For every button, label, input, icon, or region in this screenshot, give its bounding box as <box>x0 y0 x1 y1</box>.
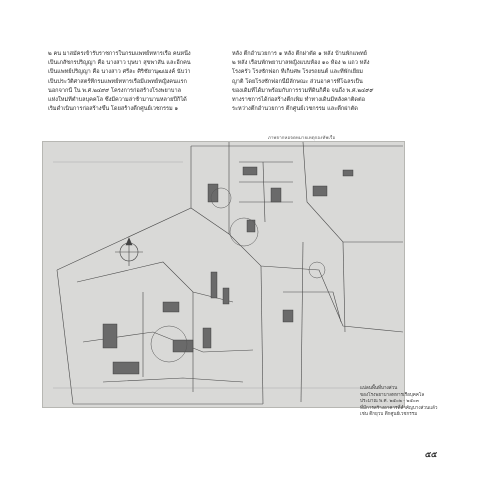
figure-caption <box>360 386 440 419</box>
text-line: ทางราชการได้ก่อสร้างตึกเพิ่ม ทำทางเดินมีหลังคาติดต่อ <box>232 97 366 104</box>
site-plan-image <box>42 141 405 408</box>
text-line: แห่งใหม่ที่ตำบลบุคคโล ซึ่งมีความล่าช้ามานานหลายปีก็ได้ <box>48 97 187 104</box>
north-arrow-icon <box>115 238 143 266</box>
text-line: เป็นแพทย์ปริญญา คือ นางสาว ศรีละ ศิริชัยานุฒเมงค์ นับว่า <box>48 69 191 76</box>
caption-line: ของโรงพยาบาลทหารเรือบุคคโล <box>360 392 425 398</box>
site-plan-drawing <box>43 142 404 407</box>
text-line: ๒ หลัง เรือนพักพยาบาลหญิงแบบห้อง ๑๐ ห้อง ๒ แถว หลัง <box>232 60 370 67</box>
image-source-credit: ภาพจากหอจดหมายเหตุกองทัพเรือ <box>268 136 336 141</box>
text-line: ญาติ โดยโรงซักฟอกนี้มีลักษณะ ส่วนอาคารที่โฉลรเป็น <box>232 78 363 85</box>
caption-line: แปลนพื้นที่บางส่วน <box>360 386 398 391</box>
caption-line: เช่น ตึกยุวบ ตึกศูนย์เวชกรรม <box>360 412 418 418</box>
caption-line: ที่มีการสร้างอาคารที่สำคัญบางส่วนแล้ว <box>360 405 438 411</box>
text-line: โรงครัว โรงซักฟอก ที่เก็บศพ โรงรถยนต์ และที่พักเยี่ยม <box>232 69 363 76</box>
text-line: เป็นเภสัชกรปริญญา คือ นางสาว บุษบา สุขพาสัน และอีกคน <box>48 60 191 67</box>
caption-line: ประมาณ พ.ศ. ๒๕๐๒ - ๒๕๐๓ <box>360 399 419 405</box>
text-line: หลัง ตึกอำนวยการ ๑ หลัง ตึกผ่าตัด ๑ หลัง บ้านพักแพทย์ <box>232 51 367 57</box>
text-line: ๒ คน มาสมัครเข้ารับราชการในกรมแพทย์ทหารเรือ คนหนึ่ง <box>48 51 191 57</box>
text-line: เริ่มดำเนินการก่อสร้างขึ้น โดยสร้างตึกศูนย์เวชกรรม ๑ <box>48 106 179 113</box>
body-text-right-column <box>232 50 400 114</box>
text-line: เป็นประวัติศาสตร์ที่กรมแพทย์ทหารเรือมีแพทย์หญิงคนแรก <box>48 78 187 85</box>
text-line: นอกจากนี้ ใน พ.ศ.๒๔๙๙ โครงการก่อสร้างโรงพยาบาล <box>48 87 182 94</box>
body-text-left-column <box>48 50 208 114</box>
page-number: ๕๕ <box>425 450 438 459</box>
text-line: ของเดิมที่ได้มาพร้อมกับการรวมที่ดินก็คือ จนถึง พ.ศ.๒๔๙๙ <box>232 87 374 94</box>
text-line: ระหว่างตึกอำนวยการ ตึกศูนย์เวชกรรม และตึกผ่าตัด <box>232 106 358 113</box>
